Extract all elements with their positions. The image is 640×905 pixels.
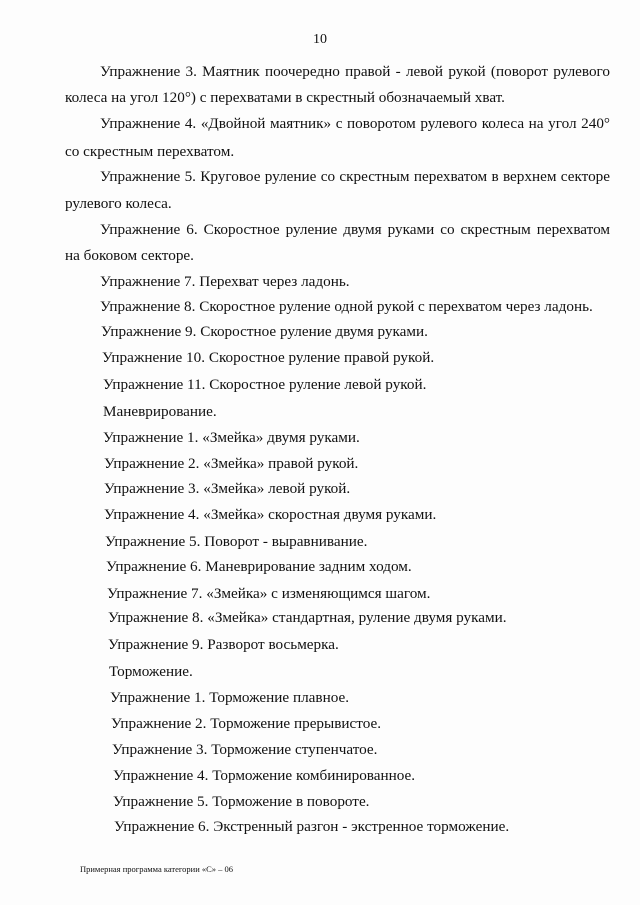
text-line: Упражнение 6. Маневрирование задним ходом. [106, 558, 412, 575]
text-line: Упражнение 3. Маятник поочередно правой - левой рукой (поворот рулевого [100, 63, 610, 80]
text-line: Упражнение 5. Поворот - выравнивание. [105, 533, 368, 550]
text-line: на боковом секторе. [65, 247, 194, 264]
text-line: Упражнение 8. Скоростное руление одной рукой с перехватом через ладонь. [100, 298, 593, 315]
text-line: Упражнение 2. Торможение прерывистое. [111, 715, 382, 732]
text-line: Упражнение 8. «Змейка» стандартная, руление двумя руками. [108, 609, 507, 626]
text-line: Упражнение 1. Торможение плавное. [110, 689, 350, 706]
text-line: Упражнение 6. Экстренный разгон - экстренное торможение. [114, 818, 510, 835]
footer-note: Примерная программа категории «С» – 06 [80, 864, 234, 874]
text-line: Упражнение 7. «Змейка» с изменяющимся шагом. [107, 585, 431, 602]
text-line: Упражнение 3. Торможение ступенчатое. [112, 741, 378, 758]
text-line: Упражнение 7. Перехват через ладонь. [100, 273, 350, 290]
text-line: Упражнение 9. Разворот восьмерка. [108, 636, 339, 653]
text-line: Упражнение 4. «Змейка» скоростная двумя руками. [104, 506, 437, 523]
section-heading: Маневрирование. [103, 403, 217, 420]
section-heading: Торможение. [109, 663, 193, 680]
text-line: колеса на угол 120°) с перехватами в скрестный обозначаемый хват. [65, 89, 505, 106]
text-line: Упражнение 5. Круговое руление со скрестным перехватом в верхнем секторе [100, 168, 610, 185]
text-line: рулевого колеса. [65, 195, 172, 212]
text-line: Упражнение 3. «Змейка» левой рукой. [104, 480, 351, 497]
text-line: со скрестным перехватом. [65, 143, 235, 160]
page-number: 10 [313, 32, 327, 47]
text-line: Упражнение 9. Скоростное руление двумя руками. [101, 323, 428, 340]
text-line: Упражнение 2. «Змейка» правой рукой. [104, 455, 359, 472]
text-line: Упражнение 6. Скоростное руление двумя руками со скрестным перехватом [100, 221, 610, 238]
text-line: Упражнение 5. Торможение в повороте. [113, 793, 370, 810]
text-line: Упражнение 4. Торможение комбинированное. [113, 767, 416, 784]
text-line: Упражнение 1. «Змейка» двумя руками. [103, 429, 360, 446]
text-line: Упражнение 10. Скоростное руление правой рукой. [102, 349, 435, 366]
text-line: Упражнение 4. «Двойной маятник» с поворотом рулевого колеса на угол 240° [100, 115, 610, 132]
text-line: Упражнение 11. Скоростное руление левой рукой. [103, 376, 427, 393]
